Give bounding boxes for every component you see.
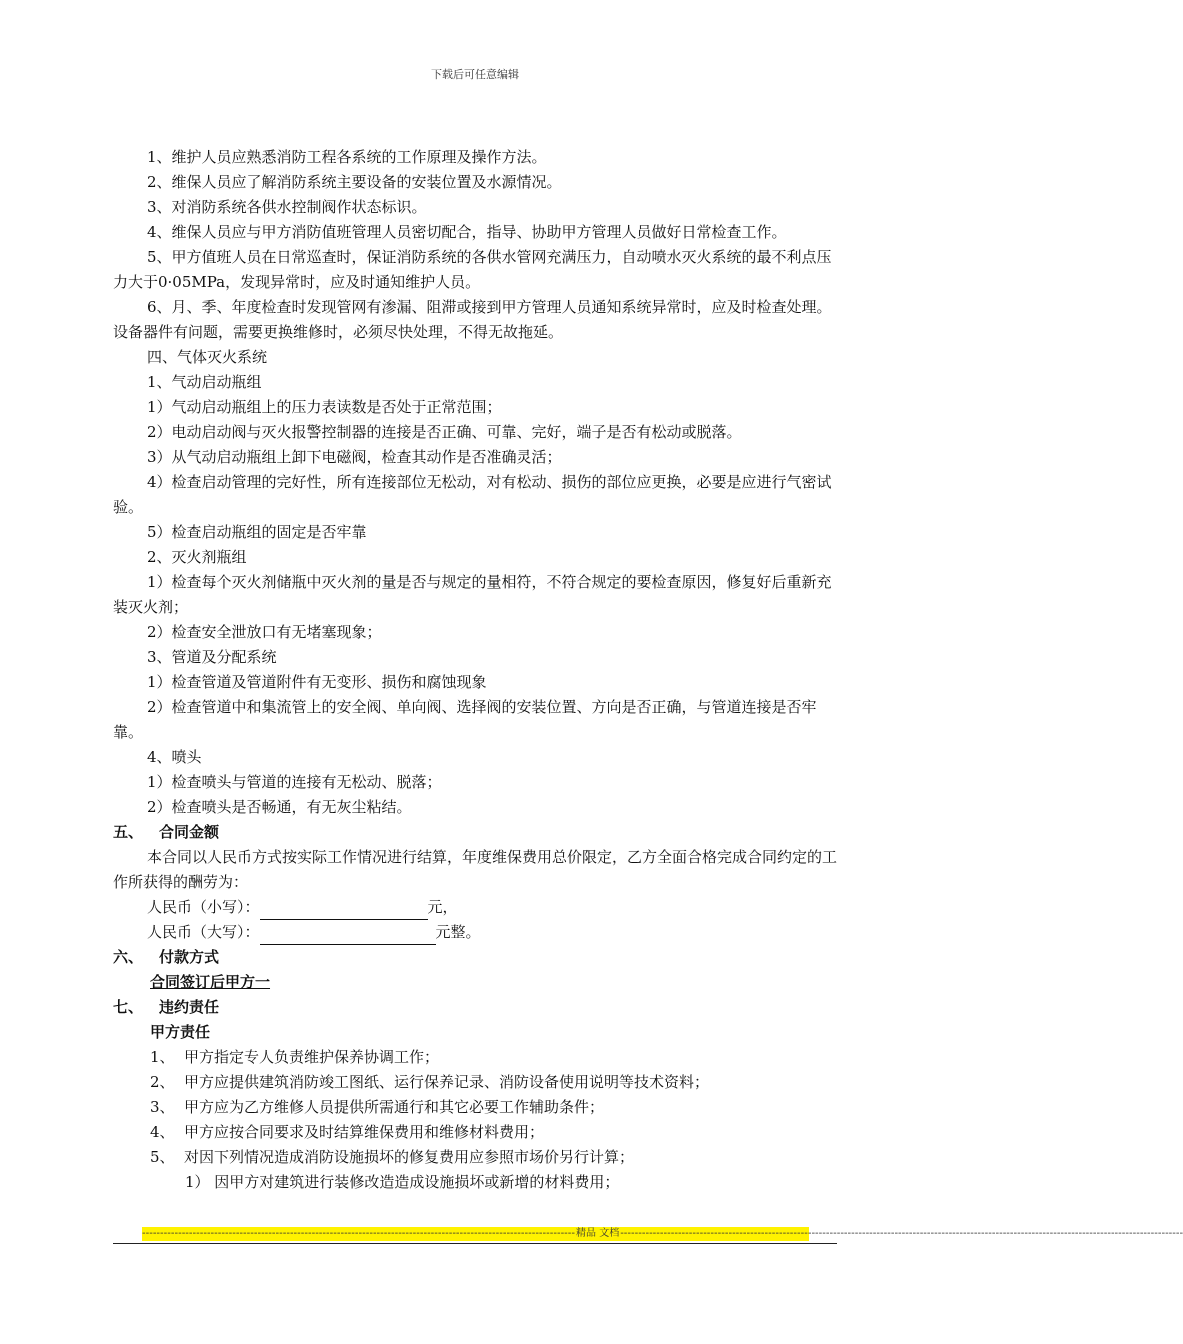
paragraph: 6、月、季、年度检查时发现管网有渗漏、阻滞或接到甲方管理人员通知系统异常时，应及时检查处理。设备器件有问题，需要更换维修时，必须尽快处理，不得无故拖延。 — [113, 298, 832, 341]
paragraph: 2）检查喷头是否畅通，有无灰尘粘结。 — [147, 798, 412, 816]
section-title: 违约责任 — [159, 998, 220, 1016]
paragraph: 2）电动启动阀与灭火报警控制器的连接是否正确、可靠、完好，端子是否有松动或脱落。 — [147, 423, 742, 441]
list-number: 5、 — [150, 1148, 175, 1166]
paragraph: 3、管道及分配系统 — [147, 648, 277, 666]
paragraph: 1）检查喷头与管道的连接有无松动、脱落； — [147, 773, 442, 791]
list-text: 对因下列情况造成消防设施损坏的修复费用应参照市场价另行计算； — [184, 1148, 635, 1166]
section-number: 七、 — [113, 998, 144, 1016]
paragraph: 5）检查启动瓶组的固定是否牢靠 — [147, 523, 367, 541]
page-header: 下载后可任意编辑 — [431, 68, 519, 81]
paragraph: 4、喷头 — [147, 748, 202, 766]
footer-label: 精品 文档 — [576, 1228, 620, 1239]
list-text: 甲方应按合同要求及时结算维保费用和维修材料费用； — [184, 1123, 545, 1141]
list-item — [113, 1095, 837, 1120]
list-item — [113, 1045, 837, 1070]
list-text: 甲方应为乙方维修人员提供所需通行和其它必要工作辅助条件； — [184, 1098, 605, 1116]
paragraph: 3、对消防系统各供水控制阀作状态标识。 — [147, 198, 427, 216]
subheading-party-a: 甲方责任 — [150, 1023, 211, 1041]
paragraph: 2）检查安全泄放口有无堵塞现象； — [147, 623, 382, 641]
section-number: 五、 — [113, 823, 144, 841]
paragraph: 2、灭火剂瓶组 — [147, 548, 247, 566]
amount-big-line — [113, 920, 837, 945]
list-number: 3、 — [150, 1098, 175, 1116]
section-heading-contract-amount — [113, 820, 837, 845]
paragraph: 4）检查启动管理的完好性，所有连接部位无松动，对有松动、损伤的部位应更换，必要是应进行气密试验。 — [113, 473, 832, 516]
amount-small-suffix: 元， — [427, 898, 458, 916]
document-body — [113, 145, 837, 1195]
section-heading-liability — [113, 995, 837, 1020]
footer-banner — [142, 1227, 1183, 1241]
paragraph: 1）检查每个灭火剂储瓶中灭火剂的量是否与规定的量相符，不符合规定的要检查原因，修复好后重新充装灭火剂； — [113, 573, 832, 616]
list-number: 2、 — [150, 1073, 175, 1091]
amount-big-blank[interactable] — [260, 926, 436, 945]
list-number: 4、 — [150, 1123, 175, 1141]
paragraph: 1）气动启动瓶组上的压力表读数是否处于正常范围； — [147, 398, 502, 416]
list-item — [113, 1145, 837, 1170]
paragraph: 2、维保人员应了解消防系统主要设备的安装位置及水源情况。 — [147, 173, 562, 191]
payment-text: 合同签订后甲方一 — [150, 973, 271, 991]
footer-rule — [113, 1243, 837, 1244]
paragraph: 5、甲方值班人员在日常巡查时，保证消防系统的各供水管网充满压力，自动喷水灭火系统的最不利点压力大于0·05MPa，发现异常时，应及时通知维护人员。 — [113, 248, 832, 291]
paragraph: 本合同以人民币方式按实际工作情况进行结算，年度维保费用总价限定，乙方全面合格完成合同约定的工作所获得的酬劳为： — [113, 848, 838, 891]
paragraph: 1、维护人员应熟悉消防工程各系统的工作原理及操作方法。 — [147, 148, 547, 166]
list-item — [113, 1070, 837, 1095]
section-title: 付款方式 — [159, 948, 220, 966]
list-text: 甲方应提供建筑消防竣工图纸、运行保养记录、消防设备使用说明等技术资料； — [184, 1073, 710, 1091]
paragraph: 4、维保人员应与甲方消防值班管理人员密切配合，指导、协助甲方管理人员做好日常检查工作。 — [147, 223, 787, 241]
list-item — [113, 1120, 837, 1145]
amount-big-label: 人民币（大写）： — [147, 923, 260, 941]
paragraph: 3）从气动启动瓶组上卸下电磁阀，检查其动作是否准确灵活； — [147, 448, 562, 466]
section-title: 合同金额 — [159, 823, 220, 841]
footer-dashes-left: ------------------------------------------------------------------------------------------------------------------------ — [142, 1228, 576, 1239]
amount-small-label: 人民币（小写）： — [147, 898, 260, 916]
heading-gas-system: 四、气体灭火系统 — [147, 348, 268, 366]
paragraph: 1）检查管道及管道附件有无变形、损伤和腐蚀现象 — [147, 673, 487, 691]
section-number: 六、 — [113, 948, 144, 966]
amount-small-line — [113, 895, 837, 920]
section-heading-payment — [113, 945, 837, 970]
amount-small-blank[interactable] — [260, 901, 428, 920]
list-number: 1、 — [150, 1048, 175, 1066]
paragraph: 2）检查管道中和集流管上的安全阀、单向阀、选择阀的安装位置、方向是否正确，与管道连接是否牢靠。 — [113, 698, 817, 741]
list-text: 甲方指定专人负责维护保养协调工作； — [184, 1048, 440, 1066]
amount-big-suffix: 元整。 — [435, 923, 481, 941]
sub-list-item: 1） 因甲方对建筑进行装修改造造成设施损坏或新增的材料费用； — [185, 1173, 620, 1191]
footer-dashes-right: ------------------------------------------------------------------------------------------------------------------------------------------------------------ — [620, 1228, 1183, 1239]
paragraph: 1、气动启动瓶组 — [147, 373, 262, 391]
